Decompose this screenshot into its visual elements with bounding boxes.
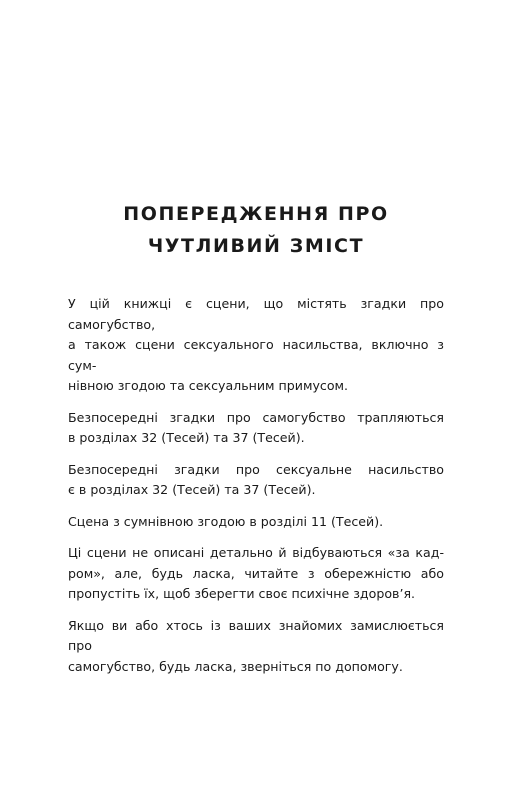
text-line: а також сцени сексуального насильства, включно з сум- <box>68 337 444 373</box>
text-line: У цій книжці є сцени, що містять згадки про самогубство, <box>68 296 444 332</box>
text-line: в розділах 32 (Тесей) та 37 (Тесей). <box>68 430 305 445</box>
page-title-line-2: ЧУТЛИВИЙ ЗМІСТ <box>147 235 365 257</box>
warning-text <box>68 294 444 688</box>
page-title-line-1: ПОПЕРЕДЖЕННЯ ПРО <box>123 203 389 225</box>
text-line: нівною згодою та сексуальним примусом. <box>68 378 349 393</box>
text-line: Безпосередні згадки про сексуальне насильство <box>68 461 444 477</box>
page-title <box>0 198 512 262</box>
paragraph-violence-mentions <box>68 460 444 501</box>
text-line: Сцена з сумнівною згодою в розділі 11 (Тесей). <box>68 513 384 529</box>
text-line: Якщо ви або хтось із ваших знайомих замислюється про <box>68 617 444 653</box>
paragraph-suicide-mentions <box>68 408 444 449</box>
text-line: самогубство, будь ласка, зверніться по допомогу. <box>68 658 403 674</box>
paragraph-consent-scene <box>68 512 444 533</box>
text-line: пропустіть їх, щоб зберегти своє психічне здоров’я. <box>68 586 416 601</box>
text-line: Ці сцени не описані детально й відбуваються «за кад- <box>68 545 444 560</box>
text-line: ром», але, будь ласка, читайте з обережністю або <box>68 565 444 581</box>
paragraph-reading-advice <box>68 543 444 605</box>
paragraph-seek-help <box>68 616 444 678</box>
text-line: Безпосередні згадки про самогубство трапляються <box>68 409 444 425</box>
text-line: є в розділах 32 (Тесей) та 37 (Тесей). <box>68 482 316 497</box>
paragraph-content-warning <box>68 294 444 397</box>
